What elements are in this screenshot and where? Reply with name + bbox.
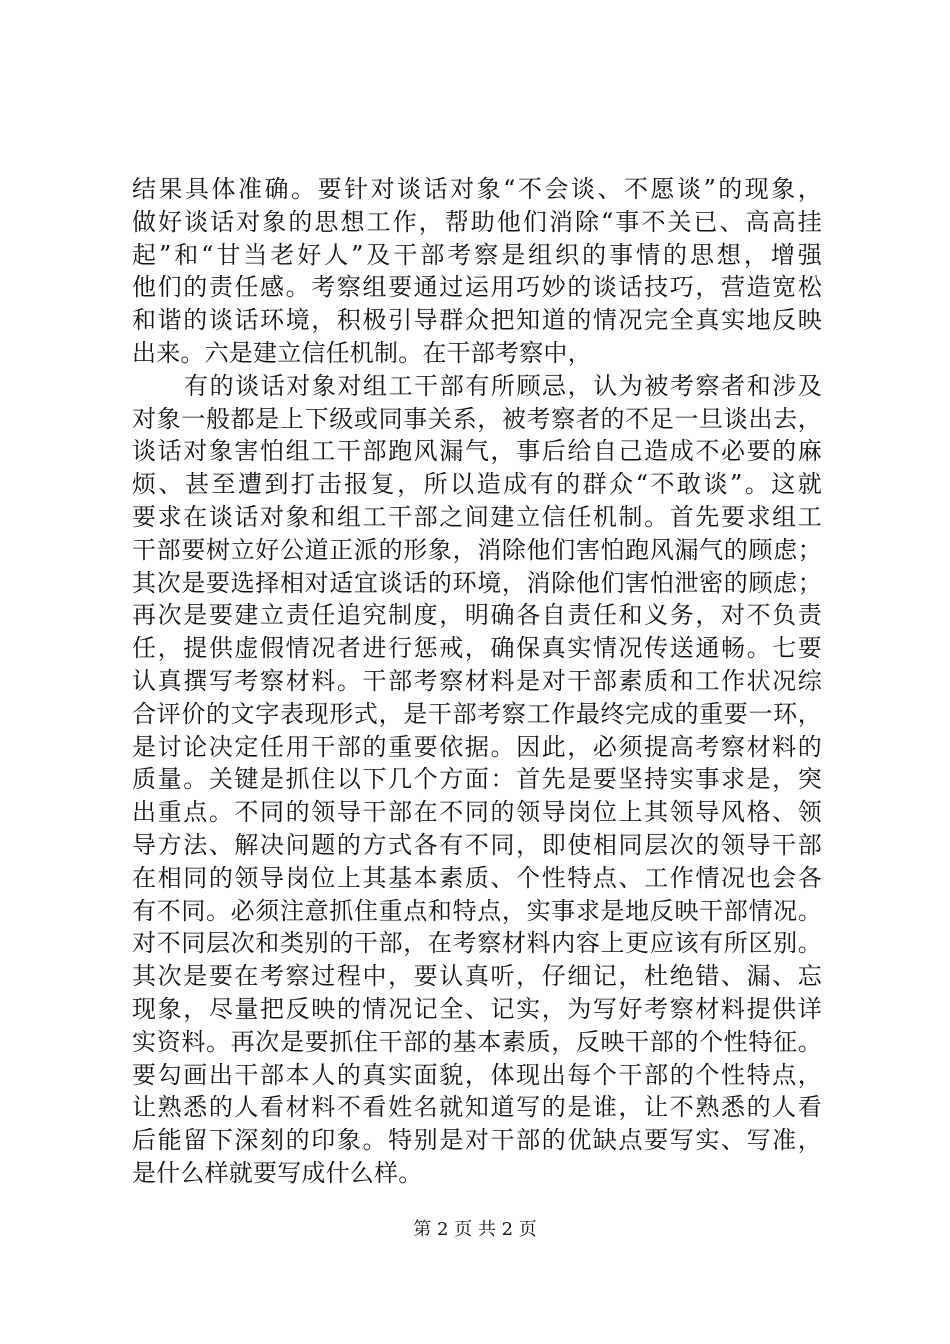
text-line: 谈话对象害怕组工干部跑风漏气，事后给自己造成不必要的麻 — [132, 437, 822, 466]
text-line: 对不同层次和类别的干部，在考察材料内容上更应该有所区别。 — [132, 929, 822, 958]
text-line: 后能留下深刻的印象。特别是对干部的优缺点要写实、写准， — [132, 1126, 822, 1155]
text-line: 其次是要选择相对适宜谈话的环境，消除他们害怕泄密的顾虑； — [132, 568, 822, 597]
text-line: 现象，尽量把反映的情况记全、记实，为写好考察材料提供详 — [132, 994, 822, 1023]
text-line: 其次是要在考察过程中，要认真听，仔细记，杜绝错、漏、忘 — [132, 962, 822, 991]
text-line: 干部要树立好公道正派的形象，消除他们害怕跑风漏气的顾虑； — [132, 535, 822, 564]
text-line: 再次是要建立责任追究制度，明确各自责任和义务，对不负责 — [132, 601, 822, 630]
page-number-footer: 第 2 页 共 2 页 — [413, 1219, 537, 1240]
text-line: 烦、甚至遭到打击报复，所以造成有的群众“不敢谈”。这就 — [132, 470, 822, 499]
paragraph-first-line: 有的谈话对象对组工干部有所顾忌，认为被考察者和涉及 — [184, 371, 822, 400]
text-line: 起”和“甘当老好人”及干部考察是组织的事情的思想，增强 — [132, 240, 822, 269]
text-line: 他们的责任感。考察组要通过运用巧妙的谈话技巧，营造宽松 — [132, 273, 822, 302]
text-line: 认真撰写考察材料。干部考察材料是对干部素质和工作状况综 — [132, 666, 822, 695]
text-line: 是讨论决定任用干部的重要依据。因此，必须提高考察材料的 — [132, 732, 822, 761]
text-line: 导方法、解决问题的方式各有不同，即使相同层次的领导干部 — [132, 830, 822, 859]
text-line: 是什么样就要写成什么样。 — [132, 1158, 423, 1187]
text-line: 对象一般都是上下级或同事关系，被考察者的不足一旦谈出去， — [132, 404, 822, 433]
text-line: 在相同的领导岗位上其基本素质、个性特点、工作情况也会各 — [132, 863, 822, 892]
text-line: 要求在谈话对象和组工干部之间建立信任机制。首先要求组工 — [132, 502, 822, 531]
text-line: 质量。关键是抓住以下几个方面：首先是要坚持实事求是，突 — [132, 765, 822, 794]
text-line: 做好谈话对象的思想工作，帮助他们消除“事不关已、高高挂 — [132, 207, 822, 236]
text-line: 出来。六是建立信任机制。在干部考察中， — [132, 338, 592, 367]
text-line: 有不同。必须注意抓住重点和特点，实事求是地反映干部情况。 — [132, 896, 822, 925]
text-line: 让熟悉的人看材料不看姓名就知道写的是谁，让不熟悉的人看 — [132, 1093, 822, 1122]
text-line: 实资料。再次是要抓住干部的基本素质，反映干部的个性特征。 — [132, 1027, 822, 1056]
text-line: 和谐的谈话环境，积极引导群众把知道的情况完全真实地反映 — [132, 306, 822, 335]
text-line: 出重点。不同的领导干部在不同的领导岗位上其领导风格、领 — [132, 798, 822, 827]
body-text — [132, 173, 822, 1190]
text-line: 结果具体准确。要针对谈话对象“不会谈、不愿谈”的现象， — [132, 175, 822, 203]
text-line: 任，提供虚假情况者进行惩戒，确保真实情况传送通畅。七要 — [132, 634, 822, 663]
text-line: 要勾画出干部本人的真实面貌，体现出每个干部的个性特点， — [132, 1060, 822, 1089]
text-line: 合评价的文字表现形式，是干部考察工作最终完成的重要一环， — [132, 699, 822, 728]
